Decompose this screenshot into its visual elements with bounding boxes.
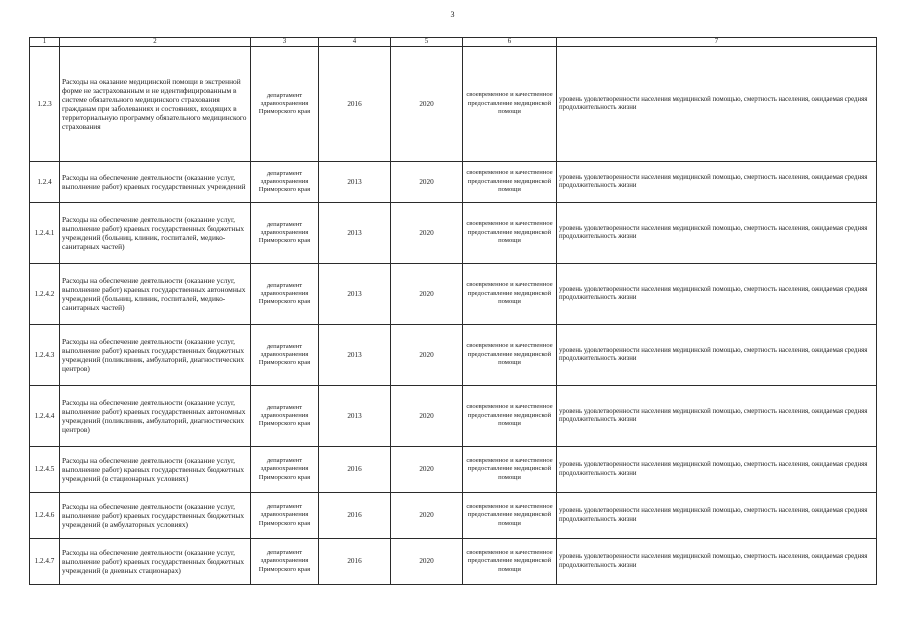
row-start-year: 2013 [319, 203, 391, 264]
row-end-year: 2020 [391, 325, 463, 386]
row-end-year: 2020 [391, 447, 463, 493]
table-row [30, 162, 877, 203]
row-name: Расходы на обеспечение деятельности (оказание услуг, выполнение работ) краевых государственных бюджетных учреждений (в дневных стационарах) [60, 539, 251, 585]
row-number: 1.2.4.4 [30, 386, 60, 447]
header-row [30, 38, 877, 47]
table-row [30, 493, 877, 539]
row-result: своевременное и качественное предоставление медицинской помощи [463, 47, 557, 162]
row-executor: департамент здравоохранения Приморского края [251, 539, 319, 585]
row-start-year: 2016 [319, 539, 391, 585]
row-start-year: 2013 [319, 264, 391, 325]
row-number: 1.2.4.5 [30, 447, 60, 493]
row-end-year: 2020 [391, 493, 463, 539]
row-end-year: 2020 [391, 203, 463, 264]
row-name: Расходы на обеспечение деятельности (оказание услуг, выполнение работ) краевых государственных бюджетных учреждений (в стационарных условиях) [60, 447, 251, 493]
row-result: своевременное и качественное предоставление медицинской помощи [463, 493, 557, 539]
row-end-year: 2020 [391, 47, 463, 162]
table-row [30, 386, 877, 447]
table-row [30, 539, 877, 585]
row-end-year: 2020 [391, 162, 463, 203]
row-indicators: уровень удовлетворенности населения медицинской помощью, смертность населения, ожидаемая средняя продолжительность жизни [557, 325, 877, 386]
table-row [30, 447, 877, 493]
table-row [30, 47, 877, 162]
row-name: Расходы на обеспечение деятельности (оказание услуг, выполнение работ) краевых государственных бюджетных учреждений (в амбулаторных условиях) [60, 493, 251, 539]
program-table [29, 37, 877, 585]
row-result: своевременное и качественное предоставление медицинской помощи [463, 386, 557, 447]
page-number: 3 [450, 10, 455, 19]
row-number: 1.2.4.6 [30, 493, 60, 539]
row-result: своевременное и качественное предоставление медицинской помощи [463, 264, 557, 325]
row-start-year: 2016 [319, 47, 391, 162]
row-executor: департамент здравоохранения Приморского края [251, 264, 319, 325]
row-end-year: 2020 [391, 264, 463, 325]
row-result: своевременное и качественное предоставление медицинской помощи [463, 447, 557, 493]
row-start-year: 2013 [319, 162, 391, 203]
row-indicators: уровень удовлетворенности населения медицинской помощью, смертность населения, ожидаемая средняя продолжительность жизни [557, 203, 877, 264]
row-executor: департамент здравоохранения Приморского края [251, 162, 319, 203]
header-col-1: 1 [30, 38, 60, 47]
row-result: своевременное и качественное предоставление медицинской помощи [463, 325, 557, 386]
row-executor: департамент здравоохранения Приморского края [251, 47, 319, 162]
header-col-2: 2 [60, 38, 251, 47]
row-result: своевременное и качественное предоставление медицинской помощи [463, 162, 557, 203]
row-indicators: уровень удовлетворенности населения медицинской помощью, смертность населения, ожидаемая средняя продолжительность жизни [557, 162, 877, 203]
header-col-4: 4 [319, 38, 391, 47]
row-indicators: уровень удовлетворенности населения медицинской помощью, смертность населения, ожидаемая средняя продолжительность жизни [557, 447, 877, 493]
row-end-year: 2020 [391, 386, 463, 447]
row-end-year: 2020 [391, 539, 463, 585]
row-executor: департамент здравоохранения Приморского края [251, 493, 319, 539]
row-executor: департамент здравоохранения Приморского края [251, 447, 319, 493]
row-indicators: уровень удовлетворенности населения медицинской помощью, смертность населения, ожидаемая средняя продолжительность жизни [557, 386, 877, 447]
row-indicators: уровень удовлетворенности населения медицинской помощью, смертность населения, ожидаемая средняя продолжительность жизни [557, 47, 877, 162]
table-row [30, 264, 877, 325]
row-number: 1.2.4.2 [30, 264, 60, 325]
row-number: 1.2.4 [30, 162, 60, 203]
row-number: 1.2.4.1 [30, 203, 60, 264]
row-number: 1.2.4.3 [30, 325, 60, 386]
row-name: Расходы на обеспечение деятельности (оказание услуг, выполнение работ) краевых государственных автономных учреждений (больниц, клиник, госпиталей, медико-санитарных частей) [60, 264, 251, 325]
row-result: своевременное и качественное предоставление медицинской помощи [463, 539, 557, 585]
row-executor: департамент здравоохранения Приморского края [251, 325, 319, 386]
row-name: Расходы на обеспечение деятельности (оказание услуг, выполнение работ) краевых государственных бюджетных учреждений (поликлиник, амбулаторий, диагностических центров) [60, 325, 251, 386]
row-start-year: 2016 [319, 493, 391, 539]
row-start-year: 2013 [319, 325, 391, 386]
row-name: Расходы на обеспечение деятельности (оказание услуг, выполнение работ) краевых государственных бюджетных учреждений (больниц, клиник, госпиталей, медико-санитарных частей) [60, 203, 251, 264]
header-col-3: 3 [251, 38, 319, 47]
row-name: Расходы на обеспечение деятельности (оказание услуг, выполнение работ) краевых государственных автономных учреждений (поликлиник, амбулаторий, диагностических центров) [60, 386, 251, 447]
row-number: 1.2.3 [30, 47, 60, 162]
header-col-6: 6 [463, 38, 557, 47]
header-col-7: 7 [557, 38, 877, 47]
table-row [30, 203, 877, 264]
row-number: 1.2.4.7 [30, 539, 60, 585]
row-indicators: уровень удовлетворенности населения медицинской помощью, смертность населения, ожидаемая средняя продолжительность жизни [557, 264, 877, 325]
row-executor: департамент здравоохранения Приморского края [251, 386, 319, 447]
row-indicators: уровень удовлетворенности населения медицинской помощью, смертность населения, ожидаемая средняя продолжительность жизни [557, 539, 877, 585]
row-indicators: уровень удовлетворенности населения медицинской помощью, смертность населения, ожидаемая средняя продолжительность жизни [557, 493, 877, 539]
table-row [30, 325, 877, 386]
row-executor: департамент здравоохранения Приморского края [251, 203, 319, 264]
row-name: Расходы на обеспечение деятельности (оказание услуг, выполнение работ) краевых государственных учреждений [60, 162, 251, 203]
header-col-5: 5 [391, 38, 463, 47]
row-start-year: 2016 [319, 447, 391, 493]
row-start-year: 2013 [319, 386, 391, 447]
row-name: Расходы на оказание медицинской помощи в экстренной форме не застрахованным и не идентифицированным в системе обязательного медицинского страхования гражданам при заболеваниях и состояниях, входящих в территориальную программу обязательного медицинского страхования [60, 47, 251, 162]
row-result: своевременное и качественное предоставление медицинской помощи [463, 203, 557, 264]
